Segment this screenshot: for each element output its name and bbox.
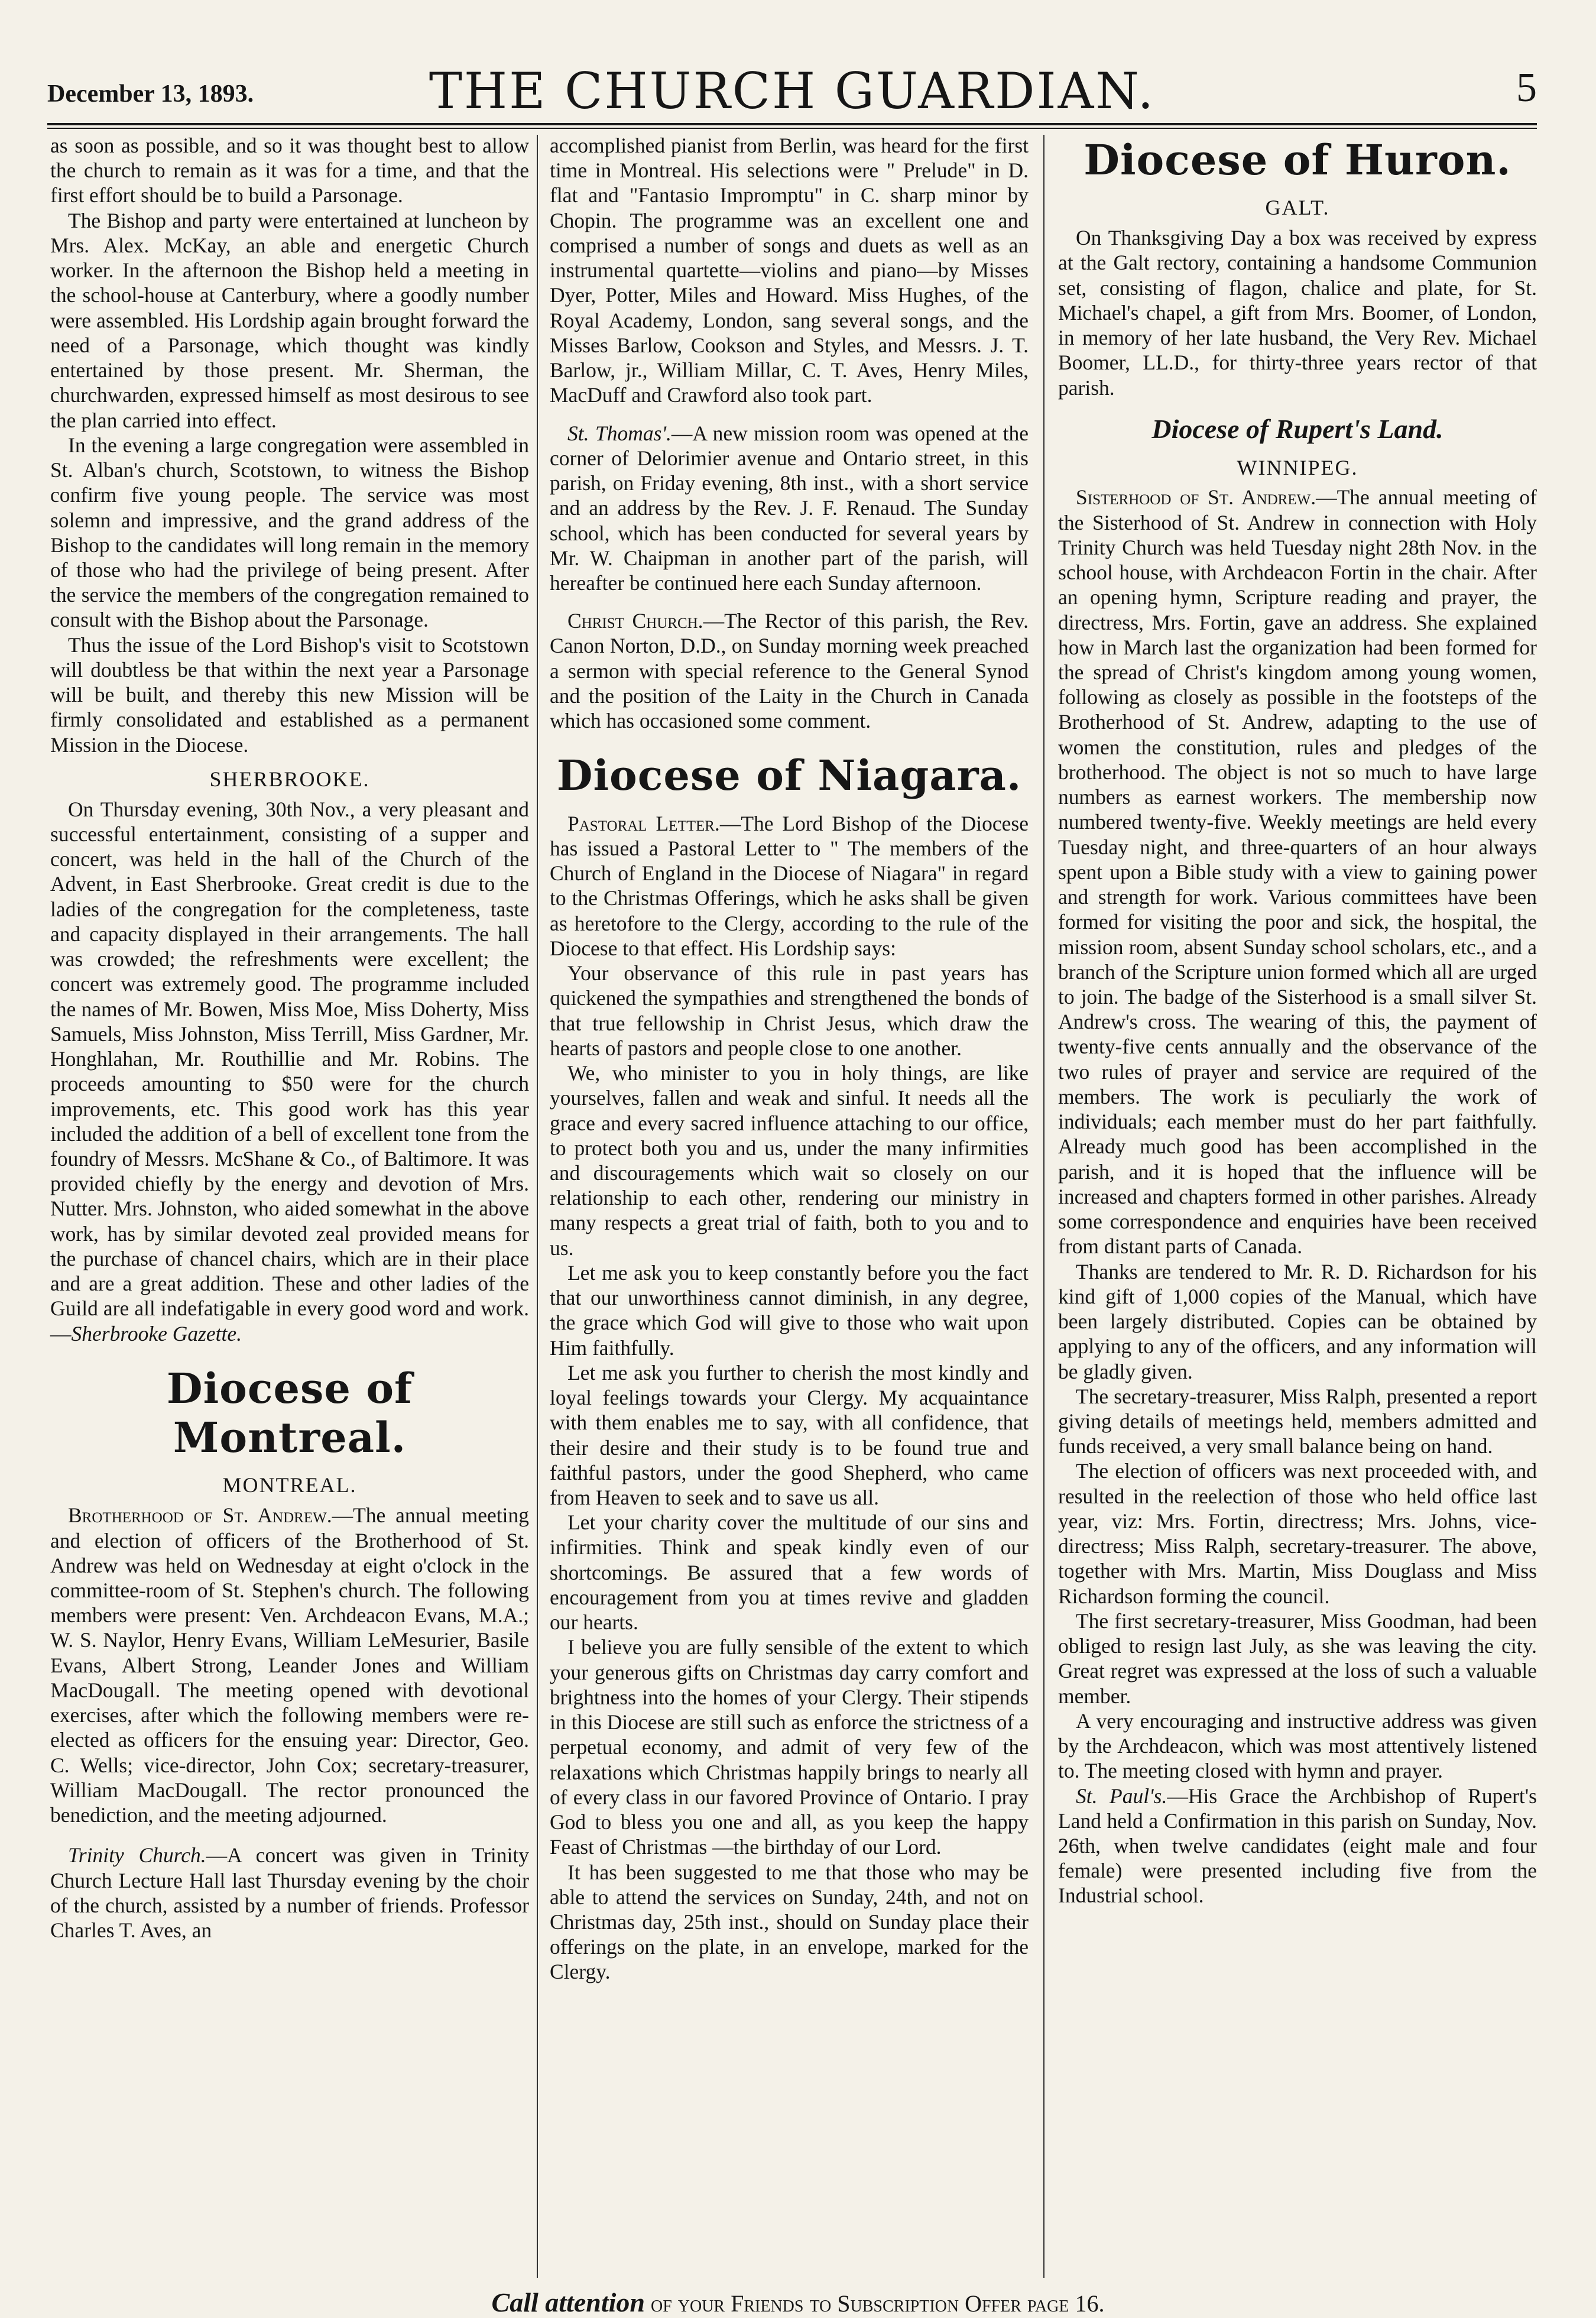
place-heading-montreal: MONTREAL. xyxy=(222,1473,357,1497)
footer-emphasis: Call attention xyxy=(491,2287,645,2317)
lead-in: St. Thomas'. xyxy=(567,421,672,445)
page-number: 5 xyxy=(1516,65,1537,111)
paragraph: Thus the issue of the Lord Bishop's visit to Scotstown will doubtless be that within the next year a Parsonage will be built, and thereby this new Mission will be firmly consolidated and established as a permanent Mission in the Diocese. xyxy=(50,633,529,757)
paragraph-text: —A concert was given in Trinity Church Lecture Hall last Thursday evening by the choir of the church, assisted by a number of friends. Professor Charles T. Aves, an xyxy=(50,1843,529,1943)
header-rule xyxy=(47,123,1537,125)
paragraph: Let me ask you to keep constantly before you the fact that our unworthiness cannot diminish, in any degree, the grace which God will give to those who wait upon Him faithfully. xyxy=(550,1260,1029,1360)
lead-in: Sisterhood of St. Andrew. xyxy=(1076,485,1316,510)
lead-in: St. Paul's. xyxy=(1076,1784,1167,1808)
paragraph xyxy=(1058,485,1537,1259)
paragraph: The election of officers was next proceeded with, and resulted in the reelection of those who held office last year, viz: Mrs. Fortin, directress; Mrs. Johns, vice-directress; Miss Ralph, secretary-treasurer. The above, together with Mrs. Martin, Miss Douglass and Miss Richardson forming the council. xyxy=(1058,1459,1537,1608)
diocese-heading-ruperts-land: Diocese of Rupert's Land. xyxy=(1151,413,1443,444)
place-heading-sherbrooke: SHERBROOKE. xyxy=(209,767,370,791)
paragraph: Your observance of this rule in past years has quickened the sympathies and strengthened the bonds of that true fellowship in Christ Jesus, which draw the hearts of pastors and people close to one another. xyxy=(550,961,1029,1060)
paragraph: We, who minister to you in holy things, are like yourselves, fallen and weak and sinful. It needs all the grace and every sacred influence attaching to our office, to protect both you and us, under the many infirmities and discouragements which wait so closely on our relationship to each other, rendering our ministry in many respects a great trial of faith, both to you and to us. xyxy=(550,1061,1029,1260)
paragraph-text: —The Rector of this parish, the Rev. Canon Norton, D.D., on Sunday morning week preached a sermon with special reference to the General Synod and the position of the Laity in the Church in Canada which has occasioned some comment. xyxy=(550,609,1029,733)
paragraph xyxy=(50,1843,529,1943)
paragraph xyxy=(1058,1784,1537,1908)
diocese-heading-niagara: Diocese of Niagara. xyxy=(556,751,1022,800)
paragraph: On Thanksgiving Day a box was received by express at the Galt rectory, containing a handsome Communion set, consisting of flagon, chalice and plate, for St. Michael's chapel, a gift from Mrs. Boomer, of London, in memory of her late husband, the Very Rev. Michael Boomer, LL.D., for thirty-three years rector of that parish. xyxy=(1058,226,1537,400)
paragraph xyxy=(550,421,1029,596)
paragraph-text: —The annual meeting of the Sisterhood of St. Andrew in connection with Holy Trinity Church was held Tuesday night 28th Nov. in the school house, with Archdeacon Fortin in the chair. After an opening hymn, Scripture reading and prayer, the directress, Mrs. Fortin, gave an address. She explained how in March last the organization had been formed for the spread of Christ's kingdom among young women, following as closely as possible in the footsteps of the Brotherhood of St. Andrew, adapting to the use of women the constitution, rules and pledges of the brotherhood. The object is not so much to have large numbers as earnest workers. The membership now numbered twenty-five. Weekly meetings are held every Tuesday night, and three-quarters of an hour always spent upon a Bible study with a view to gaining power and strength for work. Various committees have been formed for visiting the poor and sick, the hospital, the mission room, absent Sunday school scholars, etc., and a branch of the Scripture union formed which all are urged to join. The badge of the Sisterhood is a small silver St. Andrew's cross. The wearing of this, the payment of twenty-five cents annually and the observance of the two rules of prayer and service are required of the members. The work is peculiarly the work of individuals; each member must do her part faithfully. Already much good has been accomplished in the parish, and it is hoped that the influence will be increased and chapters formed in other parishes. Already some correspondence and enquiries have been received from distant parts of Canada. xyxy=(1058,485,1537,1259)
paragraph xyxy=(550,811,1029,961)
place-heading-winnipeg: WINNIPEG. xyxy=(1237,455,1358,479)
paragraph-text: —The annual meeting and election of officers of the Brotherhood of St. Andrew was held on Wednesday at eight o'clock in the committee-room of St. Stephen's church. The following members were present: Ven. Archdeacon Evans, M.A.; W. S. Naylor, Henry Evans, William LeMesurier, Basile Evans, Albert Strong, Leander Jones and William MacDougall. The meeting opened with devotional exercises, after which the following members were re-elected as officers for the ensuing year: Director, Geo. C. Wells; vice-director, John Cox; secretary-treasurer, William MacDougall. The rector pronounced the benediction, and the meeting adjourned. xyxy=(50,1503,529,1827)
lead-in: Brotherhood of St. Andrew. xyxy=(68,1503,332,1528)
column-3 xyxy=(1058,133,1537,1908)
paragraph: The secretary-treasurer, Miss Ralph, presented a report giving details of meetings held, members admitted and funds received, a very small balance being on hand. xyxy=(1058,1384,1537,1458)
paragraph: It has been suggested to me that those who may be able to attend the services on Sunday, 24th, and not on Christmas day, 25th inst., should on Sunday place their offerings on the plate, in an envelope, marked for the Clergy. xyxy=(550,1860,1029,1984)
paragraph-text: —The Lord Bishop of the Diocese has issued a Pastoral Letter to " The members of the Church of England in the Diocese of Niagara" in regard to the Christmas Offerings, which he asks shall be given as heretofore to the Clergy, according to the rule of the Diocese to that effect. His Lordship says: xyxy=(550,811,1029,960)
column-2 xyxy=(550,133,1029,1985)
paragraph: In the evening a large congregation were assembled in St. Alban's church, Scotstown, to witness the Bishop confirm five young people. The service was most solemn and impressive, and the grand address of the Bishop to the candidates will long remain in the memory of those who had the privilege of being present. After the service the members of the congregation remained to consult with the Bishop about the Parsonage. xyxy=(50,433,529,632)
paragraph: as soon as possible, and so it was thought best to allow the church to remain as it was for a time, and that the first effort should be to build a Parsonage. xyxy=(50,134,529,208)
header-rule-thin xyxy=(47,128,1537,129)
newspaper-title: THE CHURCH GUARDIAN. xyxy=(429,62,1156,120)
paragraph-text: —A new mission room was opened at the corner of Delorimier avenue and Ontario street, in this parish, on Friday evening, 8th inst., with a short service and an address by the Rev. J. F. Renaud. The Sunday school, which has been conducted for several years by Mr. W. Chaipman in another part of the parish, will hereafter be continued here each Sunday afternoon. xyxy=(550,421,1029,595)
lead-in: Christ Church. xyxy=(567,609,703,633)
paragraph-text: —His Grace the Archbishop of Rupert's Land held a Confirmation in this parish on Sunday, Nov. 26th, when twelve candidates (eight male and four female) were presented including five from the Industrial school. xyxy=(1058,1784,1537,1908)
column-divider-2 xyxy=(1043,135,1044,2278)
paragraph xyxy=(50,797,529,1346)
footer-notice xyxy=(0,2287,1596,2318)
paragraph: Let me ask you further to cherish the most kindly and loyal feelings towards your Clergy. My acquaintance with them enables me to say, with all confidence, that their desire and their study is to be found true and faithful pastors, under the good Shepherd, who came from Heaven to seek and to save us all. xyxy=(550,1360,1029,1510)
place-heading-galt: GALT. xyxy=(1265,196,1330,220)
column-divider-1 xyxy=(537,135,538,2278)
issue-date: December 13, 1893. xyxy=(47,80,254,108)
diocese-heading-montreal: Diocese of Montreal. xyxy=(166,1363,413,1463)
paragraph: Let your charity cover the multitude of our sins and infirmities. Think and speak kindly even of our shortcomings. Be assured that a few words of encouragement from you at times revive and gladden our hearts. xyxy=(550,1510,1029,1635)
paragraph: The Bishop and party were entertained at luncheon by Mrs. Alex. McKay, an able and energetic Church worker. In the afternoon the Bishop held a meeting in the school-house at Canterbury, where a goodly number were assembled. His Lordship again brought forward the need of a Parsonage, which thought was kindly entertained by those present. Mr. Sherman, the churchwarden, expressed himself as most desirous to see the plan carried into effect. xyxy=(50,208,529,432)
source-credit: Sherbrooke Gazette. xyxy=(71,1321,242,1346)
paragraph-text: On Thursday evening, 30th Nov., a very pleasant and successful entertainment, consisting of a supper and concert, was held in the hall of the Church of the Advent, in East Sherbrooke. Great credit is due to the ladies of the congregation for the completeness, taste and capacity displayed in their arrangements. The hall was crowded; the refreshments were excellent; the concert was extremely good. The programme included the names of Mr. Bowen, Miss Moe, Miss Doherty, Miss Samuels, Miss Johnston, Miss Terrill, Miss Gardner, Mr. Honghlahan, Mr. Routhillie and Mr. Robins. The proceeds amounting to $50 were for the church improvements, etc. This good work has this year included the addition of a bell of excellent tone from the foundry of Messrs. McShane & Co., of Baltimore. It was provided chiefly by the energy and devotion of Mrs. Nutter. Mrs. Johnston, who aided somewhat in the above work, has by similar devoted zeal provided means for the purchase of chancel chairs, which are in their place and are a great addition. These and other ladies of the Guild are all indefatigable in every good word and work.— xyxy=(50,797,529,1346)
paragraph xyxy=(550,608,1029,733)
lead-in: Trinity Church. xyxy=(68,1843,206,1868)
paragraph: Thanks are tendered to Mr. R. D. Richardson for his kind gift of 1,000 copies of the Manual, which have been largely distributed. Copies can be obtained by applying to any of the officers, and any information will be gladly given. xyxy=(1058,1259,1537,1383)
lead-in: Pastoral Letter. xyxy=(567,811,720,835)
diocese-heading-huron: Diocese of Huron. xyxy=(1084,135,1511,184)
paragraph: accomplished pianist from Berlin, was heard for the first time in Montreal. His selections were " Prelude" in D. flat and "Fantasio Impromptu" in C. sharp minor by Chopin. The programme was an excellent one and comprised a number of songs and duets as well as an instrumental quartette—violins and piano—by Misses Dyer, Potter, Miles and Howard. Miss Hughes, of the Royal Academy, London, sang several songs, and the Misses Barlow, Cookson and Styles, and Messrs. J. T. Barlow, jr., William Millar, C. T. Aves, Henry Miles, MacDuff and Crawford also took part. xyxy=(550,134,1029,407)
paragraph xyxy=(50,1503,529,1827)
paragraph: The first secretary-treasurer, Miss Goodman, had been obliged to resign last July, as she was leaving the city. Great regret was expressed at the loss of such a valuable member. xyxy=(1058,1609,1537,1708)
column-1 xyxy=(50,133,529,1943)
masthead xyxy=(47,62,1537,118)
paragraph: I believe you are fully sensible of the extent to which your generous gifts on Christmas day carry comfort and brightness into the homes of your Clergy. Their stipends in this Diocese are still such as enforce the strictness of a perpetual economy, and admit of very few of the relaxations which Christmas happily brings to nearly all of every class in our favored Province of Ontario. I pray God to bless you one and all, as you keep the happy Feast of Christmas —the birthday of our Lord. xyxy=(550,1635,1029,1859)
paragraph: A very encouraging and instructive address was given by the Archdeacon, which was most attentively listened to. The meeting closed with hymn and prayer. xyxy=(1058,1708,1537,1783)
footer-text: of your Friends to Subscription Offer page 16. xyxy=(650,2290,1105,2317)
